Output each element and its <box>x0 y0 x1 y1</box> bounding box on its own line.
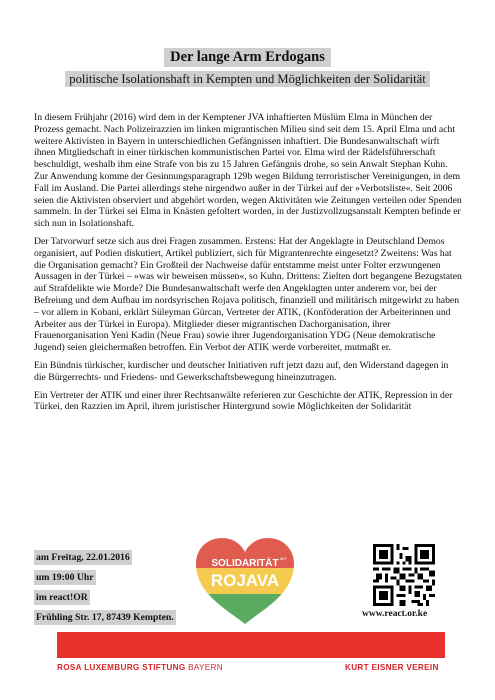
logo-text-side: MIT <box>280 556 287 561</box>
event-date: am Freitag, 22.01.2016 <box>36 552 130 563</box>
footer-sponsor-region: BAYERN <box>188 663 223 672</box>
paragraph: Ein Vertreter der ATIK und einer ihrer Rechtsanwälte referieren zur Geschichte der ATIK, Repression in der Türkei, den Razzien im April, ihrem juristischer Hintergrund sowie Möglichkeiten der Solidarität <box>34 389 453 413</box>
document-subtitle: politische Isolationshaft in Kempten und Möglichkeiten der Solidarität <box>65 71 429 87</box>
footer-red-bar <box>57 632 445 658</box>
document-title: Der lange Arm Erdogans <box>164 48 331 67</box>
footer-sponsor-rosa-luxemburg <box>57 663 223 672</box>
solidaritaet-rojava-logo <box>190 534 300 626</box>
footer-sponsor-kurt-eisner: KURT EISNER VEREIN <box>345 663 439 672</box>
event-info <box>34 550 176 630</box>
body-text <box>34 112 462 419</box>
paragraph: Der Tatvorwurf setze sich aus drei Fragen zusammen. Erstens: Hat der Angeklagte in Deutschland Demos organisiert, auf Podien diskutiert, Artikel publiziert, sich für Migrantenrechte eingesetzt? Zweitens: Was hat die Organisation gemacht? Ein Großteil der Nachweise dafür entstamme meist unter Folter erzwungenen Aussagen in der Türkei – »was wir beweisen müssen«, so Kuhn. Drittens: Zielten dort begangene Bezugstaten auf Strafdelikte wie Morde? Die Bundesanwaltschaft werfe den Angeklagten unter anderem vor, bei der Befreiung und dem Aufbau im nordsyrischen Rojava politisch, finanziell und militärisch mitgewirkt zu haben – vor allem in Kobani, erklärt Süleyman Gürcan, Vertreter der ATIK, (Konföderation der Arbeiterinnen und Arbeiter aus der Türkei in Europa). Mitglieder dieser migrantischen Dachorganisation, ihrer Frauenorganisation Yeni Kadin (Neue Frau) sowie ihrer Jugendorganisation YDG (Neue demokratische Jugend) seien gleichermaßen betroffen. Ein Verbot der ATIK werde vorbereitet, mutmaßt er. <box>34 235 462 354</box>
logo-text-main: ROJAVA <box>210 571 280 590</box>
event-address: Frühling Str. 17, 87439 Kempten. <box>36 612 174 623</box>
subtitle-wrapper <box>0 70 495 88</box>
paragraph: In diesem Frühjahr (2016) wird dem in der Kemptener JVA inhaftierten Müslüm Elma in München der Prozess gemacht. Nach Polizeirazzien im linken migrantischen Milieu sind seit dem 15. April Elma und acht weitere Aktivisten in Bayern in unterschiedlichen Gefängnissen inhaftiert. Die Bundesanwaltschaft wirft ihnen Mitgliedschaft in einer türkischen kommunistischen Partei vor. Elma wird der Rädelsführerschaft beschuldigt, weshalb ihm eine Strafe von bis zu 15 Jahren Gefängnis drohe, so sein Anwalt Stephan Kuhn. Zur Anwendung komme der Gesinnungsparagraph 129b wegen Bildung terroristischer Vereinigungen, in dem Fall im Ausland. Die Partei allerdings stehe nirgendwo außer in der Türkei auf der »Verbotsliste«. Seit 2006 seien die Aktivisten observiert und abgehört worden, wegen Aktivitäten wie Zeitungen verteilen oder Spenden sammeln. In der Türkei sei Elma in Knästen gefoltert worden, in der Justizvollzugsanstalt Kempten befinde er sich nun in Isolationshaft. <box>34 112 462 230</box>
event-venue: im react!OR <box>36 592 88 603</box>
qr-code-icon <box>373 544 435 606</box>
website-url: www.react.or.ke <box>362 609 428 619</box>
title-wrapper <box>0 48 495 67</box>
footer-sponsor-name: ROSA LUXEMBURG STIFTUNG <box>57 663 186 672</box>
logo-text-top: SOLIDARITÄT <box>211 558 279 569</box>
paragraph: Ein Bündnis türkischer, kurdischer und deutscher Initiativen ruft jetzt dazu auf, den Widerstand dagegen in die Bürgerrechts- und Friedens- und Gewerkschaftsbewegung hineinzutragen. <box>34 359 449 383</box>
event-time: um 19:00 Uhr <box>36 572 94 583</box>
